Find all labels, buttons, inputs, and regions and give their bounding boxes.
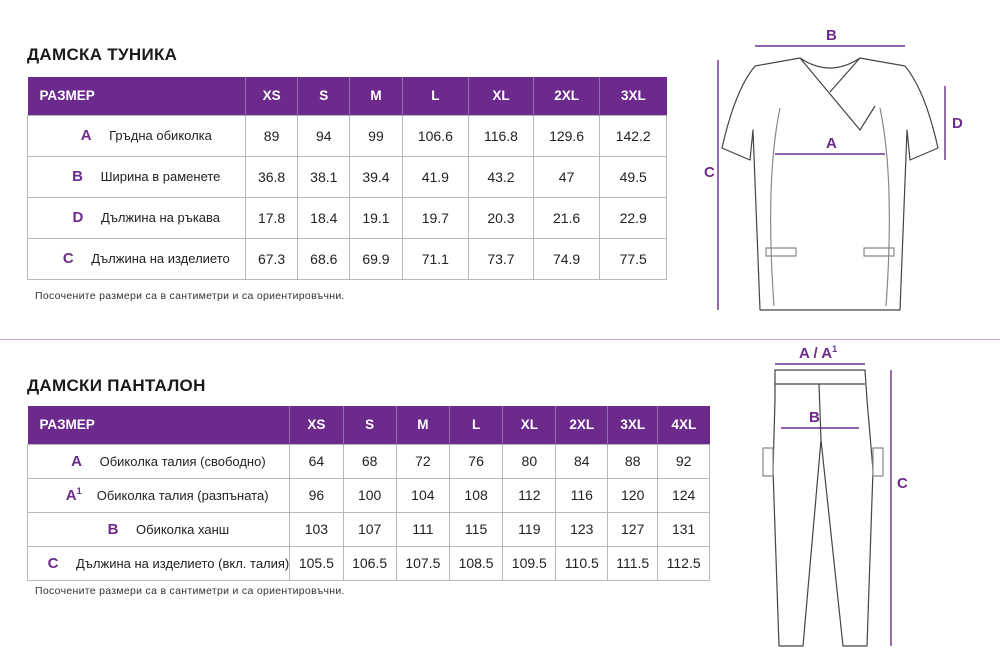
measurement-letter: A — [80, 127, 92, 144]
table-cell: 88 — [608, 444, 658, 478]
table-row — [28, 156, 667, 197]
pants-dimension-lines — [775, 364, 891, 646]
table-cell: 103 — [290, 512, 343, 546]
table-cell: 108.5 — [449, 546, 502, 580]
size-col-header: XS — [290, 406, 343, 444]
table-cell: 39.4 — [350, 156, 402, 197]
table-cell: 21.6 — [533, 197, 600, 238]
pants-note: Посочените размери са в сантиметри и са ориентировъчни. — [35, 585, 345, 597]
measurement-letter: D — [72, 209, 84, 226]
table-cell: 109.5 — [503, 546, 556, 580]
table-cell: 106.6 — [402, 115, 469, 156]
table-cell: 74.9 — [533, 238, 600, 279]
table-cell: 76 — [449, 444, 502, 478]
table-cell: 72 — [396, 444, 449, 478]
table-row — [28, 478, 710, 512]
table-cell: 18.4 — [298, 197, 350, 238]
table-cell: 92 — [658, 444, 710, 478]
dim-label-b: B — [809, 409, 820, 426]
pants-outline — [763, 370, 883, 646]
measurement-label: Дължина на изделието — [91, 251, 230, 266]
size-col-header: M — [350, 77, 402, 115]
measurement-label: Обиколка талия (свободно) — [99, 454, 266, 469]
measurement-label-cell — [28, 197, 246, 238]
table-cell: 67.3 — [246, 238, 298, 279]
table-cell: 105.5 — [290, 546, 343, 580]
table-cell: 73.7 — [469, 238, 534, 279]
measurement-label: Дължина на изделието (вкл. талия) — [76, 556, 290, 571]
table-cell: 19.1 — [350, 197, 402, 238]
table-cell: 47 — [533, 156, 600, 197]
measurement-letter: C — [62, 250, 74, 267]
table-cell: 112 — [503, 478, 556, 512]
table-cell: 104 — [396, 478, 449, 512]
size-col-header: 2XL — [556, 406, 608, 444]
size-col-header: L — [449, 406, 502, 444]
size-header: РАЗМЕР — [28, 406, 290, 444]
table-cell: 116 — [556, 478, 608, 512]
table-cell: 106.5 — [343, 546, 396, 580]
size-col-header: L — [402, 77, 469, 115]
table-cell: 80 — [503, 444, 556, 478]
table-cell: 36.8 — [246, 156, 298, 197]
table-cell: 68 — [343, 444, 396, 478]
table-cell: 22.9 — [600, 197, 667, 238]
pants-title: ДАМСКИ ПАНТАЛОН — [27, 376, 206, 395]
table-cell: 108 — [449, 478, 502, 512]
table-row — [28, 197, 667, 238]
table-cell: 43.2 — [469, 156, 534, 197]
measurement-letter: B — [107, 521, 119, 538]
measurement-label-cell — [28, 156, 246, 197]
table-cell: 107 — [343, 512, 396, 546]
dim-label-d: D — [952, 115, 963, 132]
measurement-label-cell — [28, 444, 290, 478]
measurement-letter: C — [47, 555, 59, 572]
table-cell: 41.9 — [402, 156, 469, 197]
measurement-letter: B — [72, 168, 83, 185]
measurement-letter: $A^1$ — [65, 486, 82, 504]
measurement-label-cell — [28, 546, 290, 580]
table-row — [28, 546, 710, 580]
tunic-size-table — [27, 77, 667, 280]
table-cell: 111 — [396, 512, 449, 546]
pants-size-table — [27, 406, 710, 581]
dim-label-a: A — [826, 135, 837, 152]
size-col-header: XL — [503, 406, 556, 444]
table-cell: 68.6 — [298, 238, 350, 279]
size-col-header: 3XL — [600, 77, 667, 115]
measurement-label: Обиколка ханш — [136, 522, 230, 537]
size-header: РАЗМЕР — [28, 77, 246, 115]
size-col-header: XS — [246, 77, 298, 115]
table-row — [28, 444, 710, 478]
tunic-outline — [722, 58, 938, 310]
table-cell: 77.5 — [600, 238, 667, 279]
table-row — [28, 115, 667, 156]
measurement-letter: A — [71, 453, 83, 470]
measurement-label: Обиколка талия (разпъната) — [96, 488, 269, 503]
table-cell: 19.7 — [402, 197, 469, 238]
table-cell: 124 — [658, 478, 710, 512]
table-cell: 69.9 — [350, 238, 402, 279]
table-cell: 71.1 — [402, 238, 469, 279]
tunic-note: Посочените размери са в сантиметри и са ориентировъчни. — [35, 290, 345, 302]
table-cell: 119 — [503, 512, 556, 546]
table-cell: 17.8 — [246, 197, 298, 238]
measurement-label: Гръдна обиколка — [109, 128, 212, 143]
measurement-label-cell — [28, 478, 290, 512]
table-cell: 116.8 — [469, 115, 534, 156]
size-col-header: 2XL — [533, 77, 600, 115]
size-col-header: XL — [469, 77, 534, 115]
measurement-label-cell — [28, 512, 290, 546]
table-cell: 127 — [608, 512, 658, 546]
table-cell: 38.1 — [298, 156, 350, 197]
size-col-header: 3XL — [608, 406, 658, 444]
table-cell: 115 — [449, 512, 502, 546]
table-cell: 49.5 — [600, 156, 667, 197]
tunic-header-row — [28, 77, 667, 115]
dim-label-c: C — [897, 475, 908, 492]
measurement-label-cell — [28, 238, 246, 279]
measurement-label: Ширина в раменете — [100, 169, 221, 184]
table-cell: 64 — [290, 444, 343, 478]
table-cell: 129.6 — [533, 115, 600, 156]
table-cell: 120 — [608, 478, 658, 512]
table-cell: 96 — [290, 478, 343, 512]
dim-label-c: C — [704, 164, 715, 181]
table-cell: 99 — [350, 115, 402, 156]
table-cell: 111.5 — [608, 546, 658, 580]
size-col-header: M — [396, 406, 449, 444]
table-cell: 100 — [343, 478, 396, 512]
size-col-header: 4XL — [658, 406, 710, 444]
tunic-title: ДАМСКА ТУНИКА — [27, 45, 178, 64]
table-cell: 110.5 — [556, 546, 608, 580]
size-col-header: S — [298, 77, 350, 115]
table-cell: 112.5 — [658, 546, 710, 580]
pants-diagram — [755, 340, 935, 660]
table-row — [28, 238, 667, 279]
dim-label-b: B — [826, 27, 837, 44]
table-cell: 107.5 — [396, 546, 449, 580]
measurement-label: Дължина на ръкава — [100, 210, 221, 225]
size-col-header: S — [343, 406, 396, 444]
measurement-label-cell — [28, 115, 246, 156]
table-cell: 84 — [556, 444, 608, 478]
table-cell: 142.2 — [600, 115, 667, 156]
pants-header-row — [28, 406, 710, 444]
table-cell: 131 — [658, 512, 710, 546]
table-cell: 89 — [246, 115, 298, 156]
table-cell: 123 — [556, 512, 608, 546]
table-cell: 94 — [298, 115, 350, 156]
tunic-dimension-lines — [718, 46, 945, 310]
table-row — [28, 512, 710, 546]
tunic-diagram — [700, 20, 980, 320]
dim-label-a: A / $A^1$ — [799, 344, 838, 362]
table-cell: 20.3 — [469, 197, 534, 238]
